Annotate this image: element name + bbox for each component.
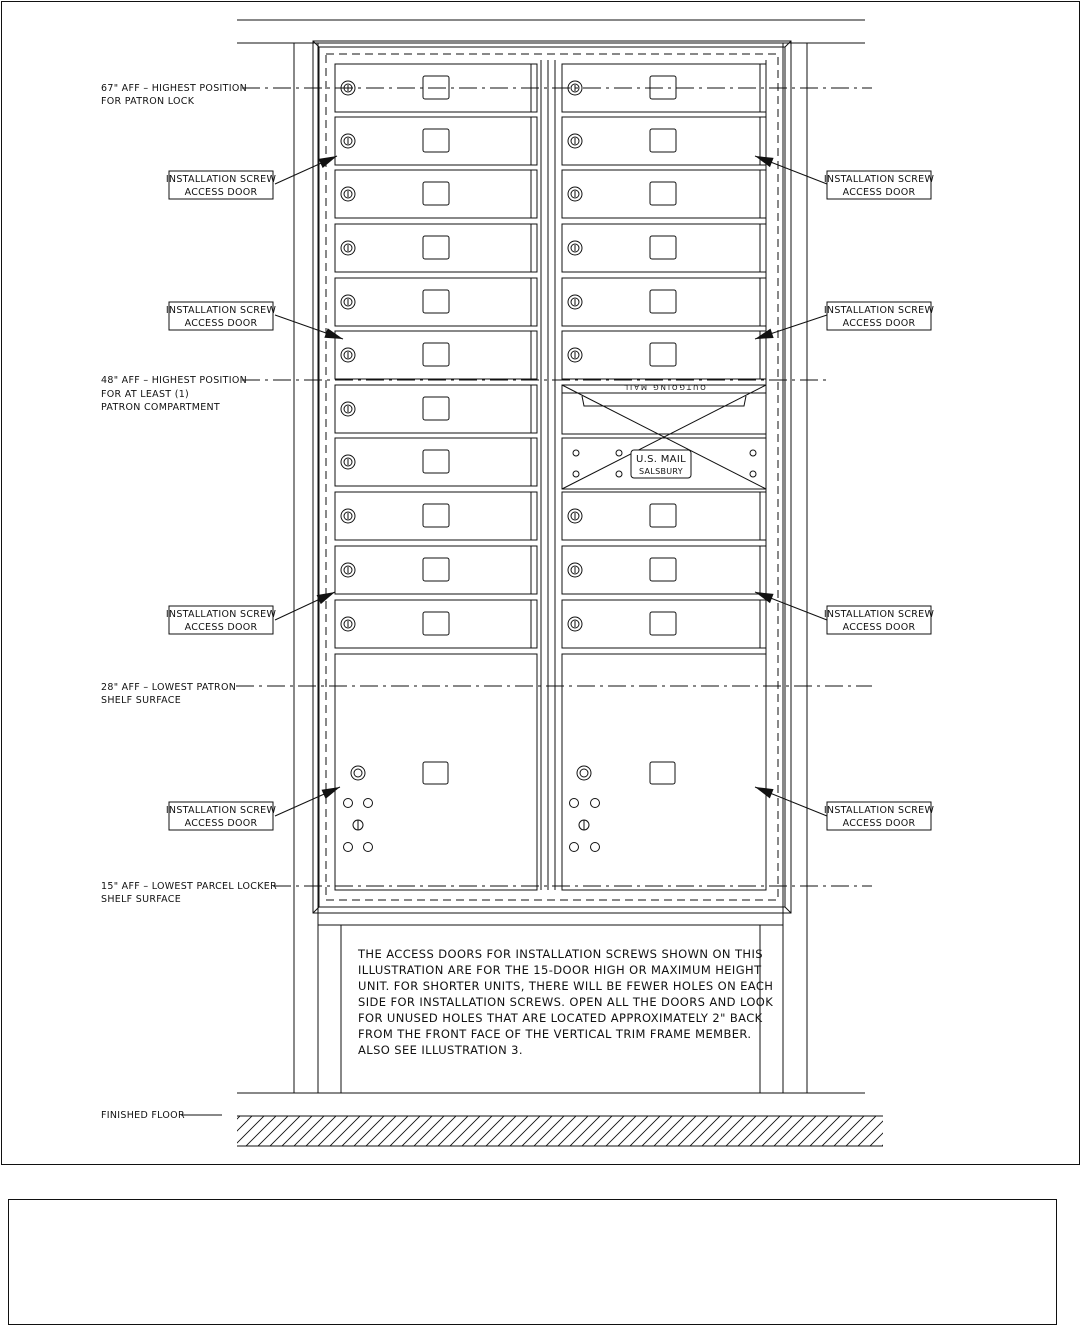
callout-line-2: ACCESS DOOR: [842, 187, 916, 198]
callout-line-2: ACCESS DOOR: [842, 622, 916, 633]
caption-frame: [9, 1200, 1057, 1325]
compartment-door: [562, 492, 766, 540]
installation-screw-callout: [755, 592, 934, 634]
installation-screw-callout: [166, 302, 343, 339]
callout-line-1: INSTALLATION SCREW: [165, 805, 277, 816]
aff-28-label-2: SHELF SURFACE: [101, 695, 181, 706]
compartment-door: [562, 546, 766, 594]
compartment-door: [335, 170, 537, 218]
nameplate: [423, 343, 449, 366]
outgoing-mail-label: OUTGOING MAIL: [622, 383, 706, 391]
aff-48-label-3: PATRON COMPARTMENT: [101, 402, 221, 413]
parcel-locker-left: [335, 654, 537, 890]
compartment-door: [562, 170, 766, 218]
nameplate: [650, 612, 676, 635]
aff-48-label: 48" AFF – HIGHEST POSITION: [101, 375, 248, 386]
nameplate: [650, 182, 676, 205]
compartment-door: [562, 117, 766, 165]
nameplate: [650, 343, 676, 366]
compartment-door: [335, 600, 537, 648]
note-line-7: ALSO SEE ILLUSTRATION 3.: [358, 1043, 523, 1057]
note-line-6: FROM THE FRONT FACE OF THE VERTICAL TRIM FRAME MEMBER.: [358, 1027, 752, 1041]
note-line-2: ILLUSTRATION ARE FOR THE 15-DOOR HIGH OR MAXIMUM HEIGHT: [358, 963, 762, 977]
installation-screw-callout: [166, 592, 335, 634]
installation-screw-callout: [755, 156, 934, 199]
installation-screw-callout: [755, 302, 934, 339]
compartment-door: [335, 546, 537, 594]
note-line-1: THE ACCESS DOORS FOR INSTALLATION SCREWS SHOWN ON THIS: [358, 947, 763, 961]
note-line-3: UNIT. FOR SHORTER UNITS, THERE WILL BE FEWER HOLES ON EACH: [358, 979, 774, 993]
floor-hatch: [237, 1116, 883, 1146]
callout-line-2: ACCESS DOOR: [184, 187, 258, 198]
aff-48-label-2: FOR AT LEAST (1): [101, 389, 190, 400]
installation-screw-callout: [166, 156, 337, 199]
callout-line-1: INSTALLATION SCREW: [165, 305, 277, 316]
nameplate: [650, 236, 676, 259]
callout-line-2: ACCESS DOOR: [842, 318, 916, 329]
compartment-door: [335, 331, 537, 379]
us-mail-text: U.S. MAIL: [636, 454, 686, 465]
compartment-doors: [335, 64, 766, 648]
compartment-door: [335, 117, 537, 165]
nameplate: [423, 397, 449, 420]
callout-line-1: INSTALLATION SCREW: [823, 305, 935, 316]
aff-67-label: 67" AFF – HIGHEST POSITION: [101, 83, 248, 94]
nameplate: [423, 558, 449, 581]
nameplate: [423, 290, 449, 313]
callout-line-1: INSTALLATION SCREW: [823, 174, 935, 185]
aff-28-label: 28" AFF – LOWEST PATRON: [101, 682, 237, 693]
aff-15-label: 15" AFF – LOWEST PARCEL LOCKER: [101, 881, 277, 892]
aff-15-label-2: SHELF SURFACE: [101, 894, 181, 905]
note-line-4: SIDE FOR INSTALLATION SCREWS. OPEN ALL THE DOORS AND LOOK: [358, 995, 774, 1009]
finished-floor-label: FINISHED FLOOR: [101, 1110, 185, 1121]
callout-line-2: ACCESS DOOR: [842, 818, 916, 829]
compartment-door: [562, 600, 766, 648]
nameplate: [650, 504, 676, 527]
nameplate: [423, 612, 449, 635]
compartment-door: [335, 385, 537, 433]
compartment-door: [562, 331, 766, 379]
callout-line-1: INSTALLATION SCREW: [165, 609, 277, 620]
installation-screw-callout: [166, 787, 340, 830]
salsbury-text: SALSBURY: [639, 467, 683, 476]
compartment-door: [562, 278, 766, 326]
compartment-door: [335, 224, 537, 272]
callout-line-1: INSTALLATION SCREW: [823, 805, 935, 816]
compartment-door: [562, 224, 766, 272]
compartment-door: [335, 278, 537, 326]
callout-line-2: ACCESS DOOR: [184, 818, 258, 829]
nameplate: [423, 182, 449, 205]
installation-screw-callouts: [166, 156, 935, 830]
nameplate: [423, 504, 449, 527]
aff-67-label-2: FOR PATRON LOCK: [101, 96, 195, 107]
nameplate: [423, 236, 449, 259]
nameplate: [650, 290, 676, 313]
callout-line-2: ACCESS DOOR: [184, 622, 258, 633]
nameplate: [423, 129, 449, 152]
nameplate: [650, 558, 676, 581]
installation-note: [357, 947, 773, 1057]
installation-screw-callout: [755, 787, 934, 830]
nameplate: [423, 450, 449, 473]
compartment-door: [335, 492, 537, 540]
nameplate: [650, 129, 676, 152]
callout-line-1: INSTALLATION SCREW: [823, 609, 935, 620]
outgoing-mail-slot: [562, 383, 766, 489]
note-line-5: FOR UNUSED HOLES THAT ARE LOCATED APPROXIMATELY 2" BACK: [358, 1011, 763, 1025]
compartment-door: [335, 438, 537, 486]
callout-line-1: INSTALLATION SCREW: [165, 174, 277, 185]
parcel-locker-right: [562, 654, 766, 890]
callout-line-2: ACCESS DOOR: [184, 318, 258, 329]
